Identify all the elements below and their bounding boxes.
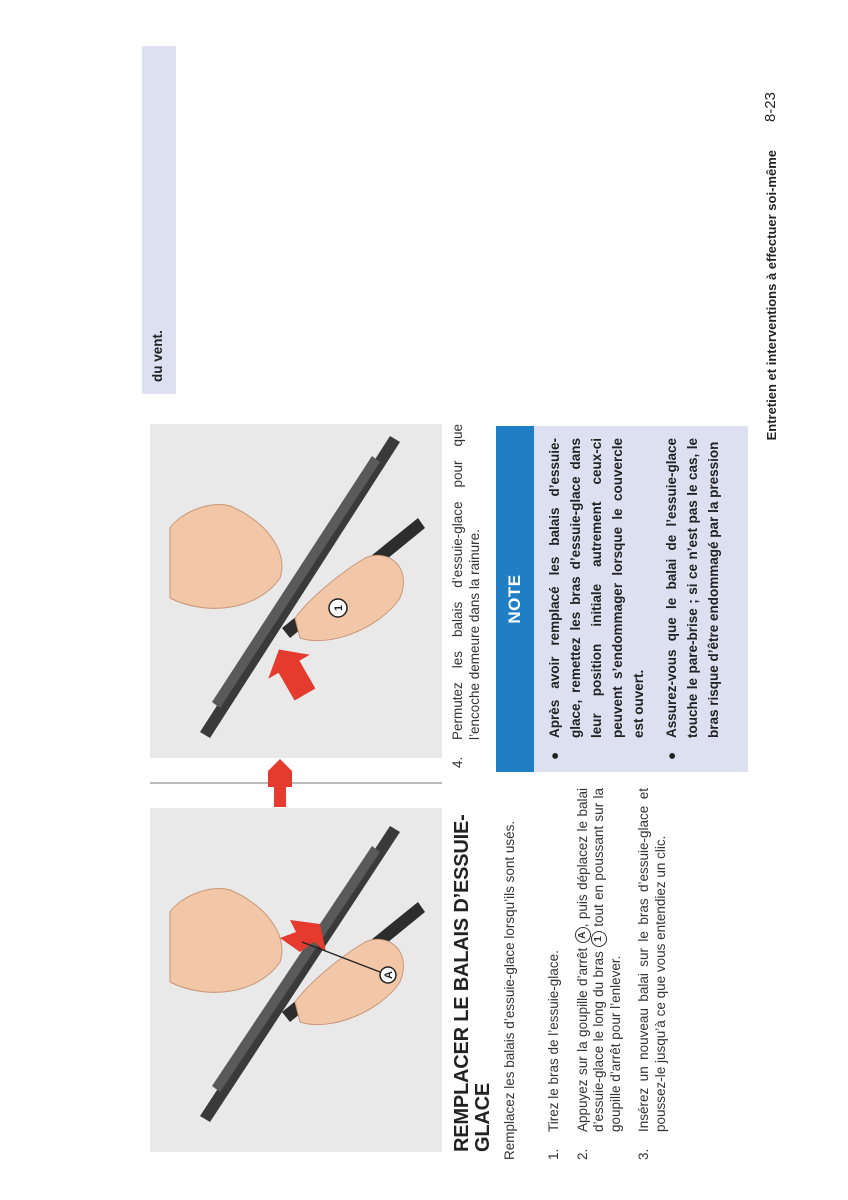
figure-left <box>150 808 442 1152</box>
step-text-b: , puis déplacez le balai d’essuie-glace le long du bras <box>574 788 606 1132</box>
wiper-illustration-right <box>150 424 442 758</box>
note-title: NOTE <box>496 426 534 772</box>
step-number: 1. <box>546 1148 561 1160</box>
note-item-text: Après avoir remplacé les balais d’essuie-glace, remettez les bras d’essuie-glace dans leur position initiale autrement ceux-ci peuvent s’endommager lorsque le couvercle est ouvert. <box>547 438 646 738</box>
section-heading: REMPLACER LE BALAIS D’ESSUIE-GLACE <box>451 814 494 1152</box>
step-3 <box>636 788 669 1160</box>
figure-divider <box>150 758 442 808</box>
note-list <box>534 426 724 772</box>
step-text: Permutez les balais d’essuie-glace pour que l’encoche demeure dans la rainure. <box>450 424 482 740</box>
figure-label-a: A <box>383 971 395 979</box>
step-text-a: Appuyez sur la goupille d’arrêt <box>574 947 590 1132</box>
transition-arrow-icon <box>150 758 442 808</box>
wiper-illustration-left <box>150 808 442 1152</box>
step-number: 2. <box>574 1148 590 1160</box>
footer-section-title: Entretien et interventions à effectuer soi-même <box>764 150 779 441</box>
note-item <box>544 438 649 762</box>
bullet-icon: ● <box>664 751 679 760</box>
steps-list-continued <box>450 424 495 768</box>
side-note-box <box>142 46 176 394</box>
note-item-text: Assurez-vous que le balai de l’essuie-glace touche le pare-brise ; si ce n’est pas le cas, le bras risque d’être endommagé par la pression <box>664 438 721 738</box>
note-item <box>661 438 724 762</box>
intro-text-block <box>502 788 519 1160</box>
figure-right <box>150 424 442 758</box>
intro-paragraph: Remplacez les balais d’essuie-glace lorsqu’ils sont usés. <box>502 820 517 1160</box>
step-1 <box>546 788 563 1160</box>
step-text-c: tout en poussant sur la goupille d’arrêt pour l’enlever. <box>591 788 623 1132</box>
step-number: 4. <box>450 756 465 768</box>
step-number: 3. <box>636 1148 651 1160</box>
step-4 <box>450 424 483 768</box>
page-footer <box>762 40 786 940</box>
bullet-icon: ● <box>547 751 562 760</box>
note-box <box>496 426 748 772</box>
figure-label-1: 1 <box>333 604 345 612</box>
step-text: Insérez un nouveau balai sur le bras d’essuie-glace et poussez-le jusqu’à ce que vous entendiez un clic. <box>636 788 668 1132</box>
step-text: Tirez le bras de l’essuie-glace. <box>546 950 561 1132</box>
page-number: 8-23 <box>762 92 779 123</box>
side-note-text: du vent. <box>150 330 165 382</box>
step-2 <box>575 788 625 1160</box>
marker-1-icon: 1 <box>591 931 607 947</box>
marker-a-icon: A <box>575 927 591 943</box>
steps-list <box>546 788 681 1160</box>
